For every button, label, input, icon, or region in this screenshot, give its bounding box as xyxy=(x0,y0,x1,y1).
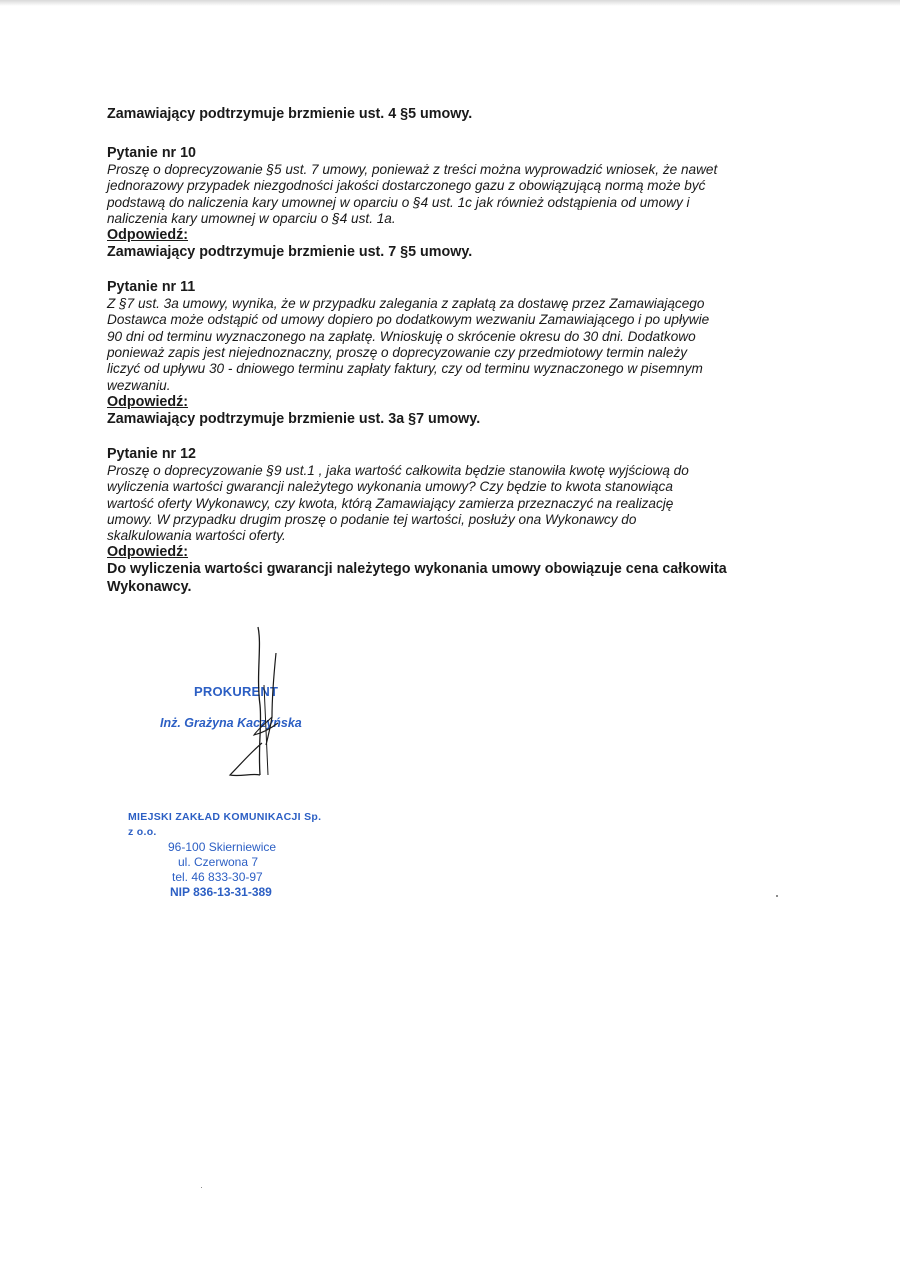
question-block-11 xyxy=(107,279,787,428)
question-title: Pytanie nr 10 xyxy=(107,145,196,161)
question-line: Dostawca może odstąpić od umowy dopiero po dodatkowym wezwaniu Zamawiającego i po upływie xyxy=(107,312,710,328)
intro-answer: Zamawiający podtrzymuje brzmienie ust. 4 §5 umowy. xyxy=(107,106,473,122)
company-phone: tel. 46 833-30-97 xyxy=(172,870,263,884)
question-line: naliczenia kary umownej w oparciu o §4 ust. 1a. xyxy=(107,210,396,226)
answer-label: Odpowiedź: xyxy=(107,544,189,561)
company-stamp xyxy=(128,810,328,900)
question-block-12 xyxy=(107,446,787,596)
scan-speck xyxy=(776,895,778,897)
stamp-title: PROKURENT xyxy=(194,684,279,699)
question-line: wezwaniu. xyxy=(107,377,171,393)
question-line: podstawą do naliczenia kary umownej w oparciu o §4 ust. 1c jak również odstąpienia od umowy i xyxy=(107,194,690,210)
question-line: Proszę o doprecyzowanie §5 ust. 7 umowy, ponieważ z treści można wyprowadzić wniosek, że nawet xyxy=(107,162,718,177)
question-line: skalkulowania wartości oferty. xyxy=(107,528,286,544)
scan-edge-shadow xyxy=(0,0,900,6)
question-line: 90 dni od terminu wyznaczonego na zapłatę. Wnioskuję o skrócenie okresu do 30 dni. Dodatkowo xyxy=(107,328,696,344)
company-street: ul. Czerwona 7 xyxy=(178,855,259,869)
signature-block xyxy=(150,625,370,785)
question-line: Z §7 ust. 3a umowy, wynika, że w przypadku zalegania z zapłatą za dostawę przez Zamawiającego xyxy=(107,296,705,312)
question-line: ponieważ zapis jest niejednoznaczny, proszę o doprecyzowanie czy przedmiotowy termin należy xyxy=(107,345,688,361)
answer-text: Do wyliczenia wartości gwarancji należytego wykonania umowy obowiązuje cena całkowita xyxy=(107,561,727,578)
question-line: jednorazowy przypadek niezgodności jakości dostarczonego gazu z obowiązującą normą może być xyxy=(107,178,706,194)
handwritten-signature xyxy=(210,625,330,785)
company-postal: 96-100 Skierniewice xyxy=(168,840,277,854)
question-line: Proszę o doprecyzowanie §9 ust.1 , jaka wartość całkowita będzie stanowiła kwotę wyjściową do xyxy=(107,462,689,478)
scan-speck xyxy=(201,1187,202,1188)
question-block-10 xyxy=(107,145,787,261)
question-line: liczyć od upływu 30 - dniowego terminu zapłaty faktury, czy od terminu wyznaczonego w pisemnym xyxy=(107,361,703,377)
answer-label: Odpowiedź: xyxy=(107,393,189,410)
answer-text: Zamawiający podtrzymuje brzmienie ust. 3a §7 umowy. xyxy=(107,410,481,427)
question-line: wyliczenia wartości gwarancji należytego wykonania umowy? Czy będzie to kwota stanowiąca xyxy=(107,479,673,495)
question-line: wartość oferty Wykonawcy, czy kwota, którą Zamawiający zamierza przeznaczyć na realizację xyxy=(107,495,674,511)
company-nip: NIP 836-13-31-389 xyxy=(170,885,272,899)
question-line: umowy. W przypadku drugim proszę o podanie tej wartości, posłuży ona Wykonawcy do xyxy=(107,511,637,527)
question-title: Pytanie nr 12 xyxy=(107,445,196,462)
document-page xyxy=(107,105,787,596)
answer-label: Odpowiedź: xyxy=(107,227,189,244)
company-name: MIEJSKI ZAKŁAD KOMUNIKACJI Sp. z o.o. xyxy=(128,811,322,838)
answer-text: Wykonawcy. xyxy=(107,579,192,596)
question-title: Pytanie nr 11 xyxy=(107,279,196,296)
answer-text: Zamawiający podtrzymuje brzmienie ust. 7 §5 umowy. xyxy=(107,244,473,261)
stamp-name: Inż. Grażyna Kaczyńska xyxy=(160,716,302,730)
